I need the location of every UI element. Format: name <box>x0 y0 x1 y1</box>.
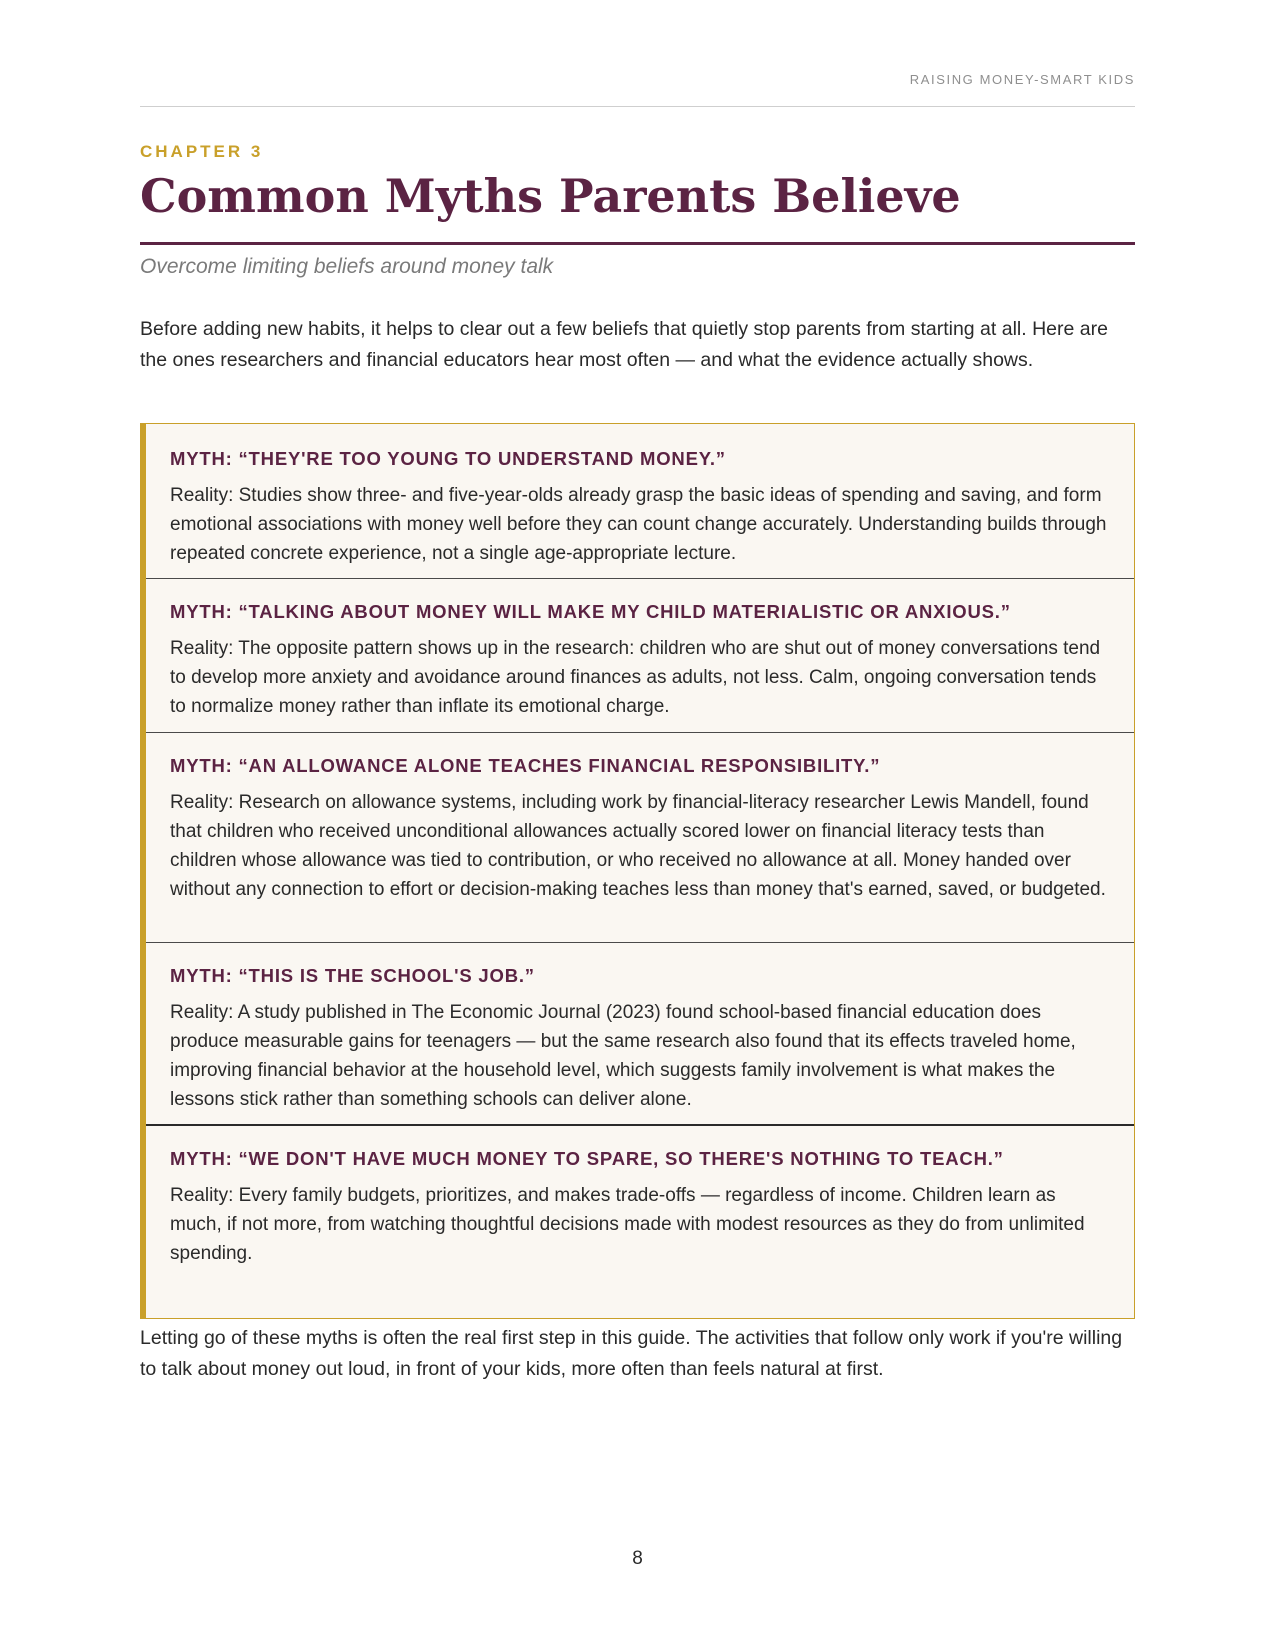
running-head: RAISING MONEY-SMART KIDS <box>909 72 1135 87</box>
chapter-label: CHAPTER 3 <box>140 142 264 161</box>
myth-item <box>146 424 1134 578</box>
myth-title: MYTH: “AN ALLOWANCE ALONE TEACHES FINANCIAL RESPONSIBILITY.” <box>170 755 881 776</box>
page-title: Common Myths Parents Believe <box>140 169 961 223</box>
page-number: 8 <box>632 1548 643 1569</box>
myths-callout-box <box>140 423 1135 1319</box>
myth-title: MYTH: “TALKING ABOUT MONEY WILL MAKE MY CHILD MATERIALISTIC OR ANXIOUS.” <box>170 601 1011 622</box>
closing-paragraph: Letting go of these myths is often the real first step in this guide. The activities that follow only work if you're willing to talk about money out loud, in front of your kids, more often than feels natural at first. <box>140 1327 1123 1380</box>
myth-title: MYTH: “THEY'RE TOO YOUNG TO UNDERSTAND MONEY.” <box>170 448 726 469</box>
title-divider <box>140 242 1135 245</box>
myth-item <box>146 578 1134 732</box>
myth-item <box>146 1124 1134 1318</box>
intro-paragraph: Before adding new habits, it helps to clear out a few beliefs that quietly stop parents from starting at all. Here are the ones researchers and financial educators hear most often — and what the evidence actually shows. <box>140 318 1108 371</box>
myth-item <box>146 732 1134 942</box>
myth-title: MYTH: “THIS IS THE SCHOOL'S JOB.” <box>170 965 535 986</box>
myth-reality: Reality: Studies show three- and five-year-olds already grasp the basic ideas of spending and saving, and form emotional associations with money well before they can count change accurately. Understanding builds through repeated concrete experience, not a single age-appropriate lecture. <box>170 485 1107 564</box>
myth-reality: Reality: Every family budgets, prioritizes, and makes trade-offs — regardless of income. Children learn as much, if not more, from watching thoughtful decisions made with modest resources as they do from unlimited spending. <box>170 1185 1085 1264</box>
myth-title: MYTH: “WE DON'T HAVE MUCH MONEY TO SPARE, SO THERE'S NOTHING TO TEACH.” <box>170 1148 1004 1169</box>
chapter-subtitle: Overcome limiting beliefs around money talk <box>140 255 554 278</box>
myth-reality: Reality: The opposite pattern shows up in the research: children who are shut out of money conversations tend to develop more anxiety and avoidance around finances as adults, not less. Calm, ongoing conversation tends to normalize money rather than inflate its emotional charge. <box>170 638 1101 717</box>
myth-reality: Reality: Research on allowance systems, including work by financial-literacy researcher Lewis Mandell, found that children who received unconditional allowances actually scored lower on financial literacy tests than children whose allowance was tied to contribution, or who received no allowance at all. Money handed over without any connection to effort or decision-making teaches less than money that's earned, saved, or budgeted. <box>170 792 1106 900</box>
header-divider <box>140 106 1135 107</box>
myth-reality: Reality: A study published in The Economic Journal (2023) found school-based financial education does produce measurable gains for teenagers — but the same research also found that its effects traveled home, improving financial behavior at the household level, which suggests family involvement is what makes the lessons stick rather than something schools can deliver alone. <box>170 1002 1076 1110</box>
myth-item <box>146 942 1134 1124</box>
